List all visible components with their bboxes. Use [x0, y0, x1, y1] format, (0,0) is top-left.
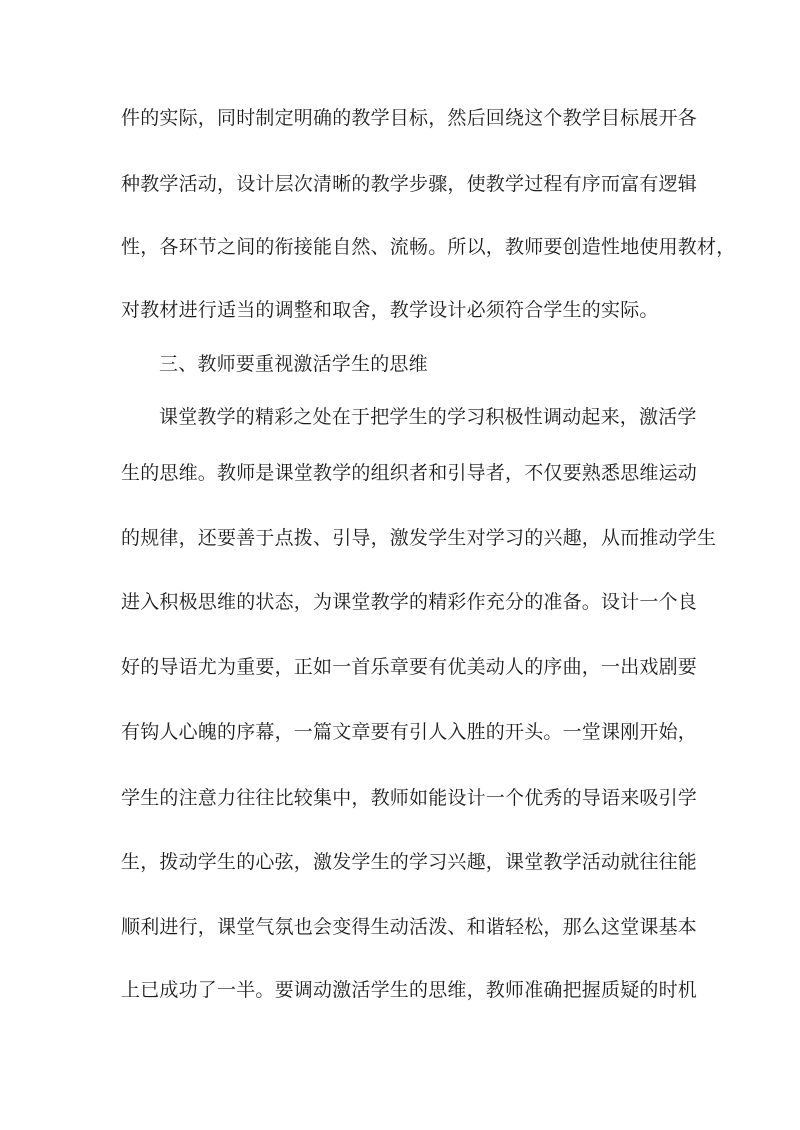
paragraph-line: 有钩人心魄的序幕，一篇文章要有引人入胜的开头。一堂课刚开始， [121, 721, 698, 743]
paragraph-line: 学生的注意力往往比较集中，教师如能设计一个优秀的导语来吸引学 [121, 787, 698, 809]
paragraph-line: 进入积极思维的状态，为课堂教学的精彩作充分的准备。设计一个良 [121, 591, 698, 613]
paragraph-line: 好的导语尤为重要，正如一首乐章要有优美动人的序曲，一出戏剧要 [121, 656, 698, 678]
section-heading: 三、教师要重视激活学生的思维 [159, 353, 428, 375]
paragraph-line: 顺利进行，课堂气氛也会变得生动活泼、和谐轻松，那么这堂课基本 [121, 916, 698, 938]
paragraph-line: 生的思维。教师是课堂教学的组织者和引导者，不仅要熟悉思维运动 [121, 462, 698, 484]
paragraph-line: 件的实际，同时制定明确的教学目标，然后回绕这个教学目标展开各 [121, 107, 698, 129]
paragraph-line: 课堂教学的精彩之处在于把学生的学习积极性调动起来，激活学 [159, 406, 697, 428]
paragraph-line: 生，拨动学生的心弦，激发学生的学习兴趣，课堂教学活动就往往能 [121, 851, 698, 873]
paragraph-line: 对教材进行适当的调整和取舍，教学设计必须符合学生的实际。 [121, 299, 659, 321]
paragraph-line: 上已成功了一半。要调动激活学生的思维，教师准确把握质疑的时机 [121, 979, 698, 1001]
paragraph-line: 种教学活动，设计层次清晰的教学步骤，使教学过程有序而富有逻辑 [121, 173, 698, 195]
paragraph-line: 性，各环节之间的衔接能自然、流畅。所以，教师要创造性地使用教材， [121, 236, 736, 258]
paragraph-line: 的规律，还要善于点拨、引导，激发学生对学习的兴趣，从而推动学生 [121, 527, 717, 549]
